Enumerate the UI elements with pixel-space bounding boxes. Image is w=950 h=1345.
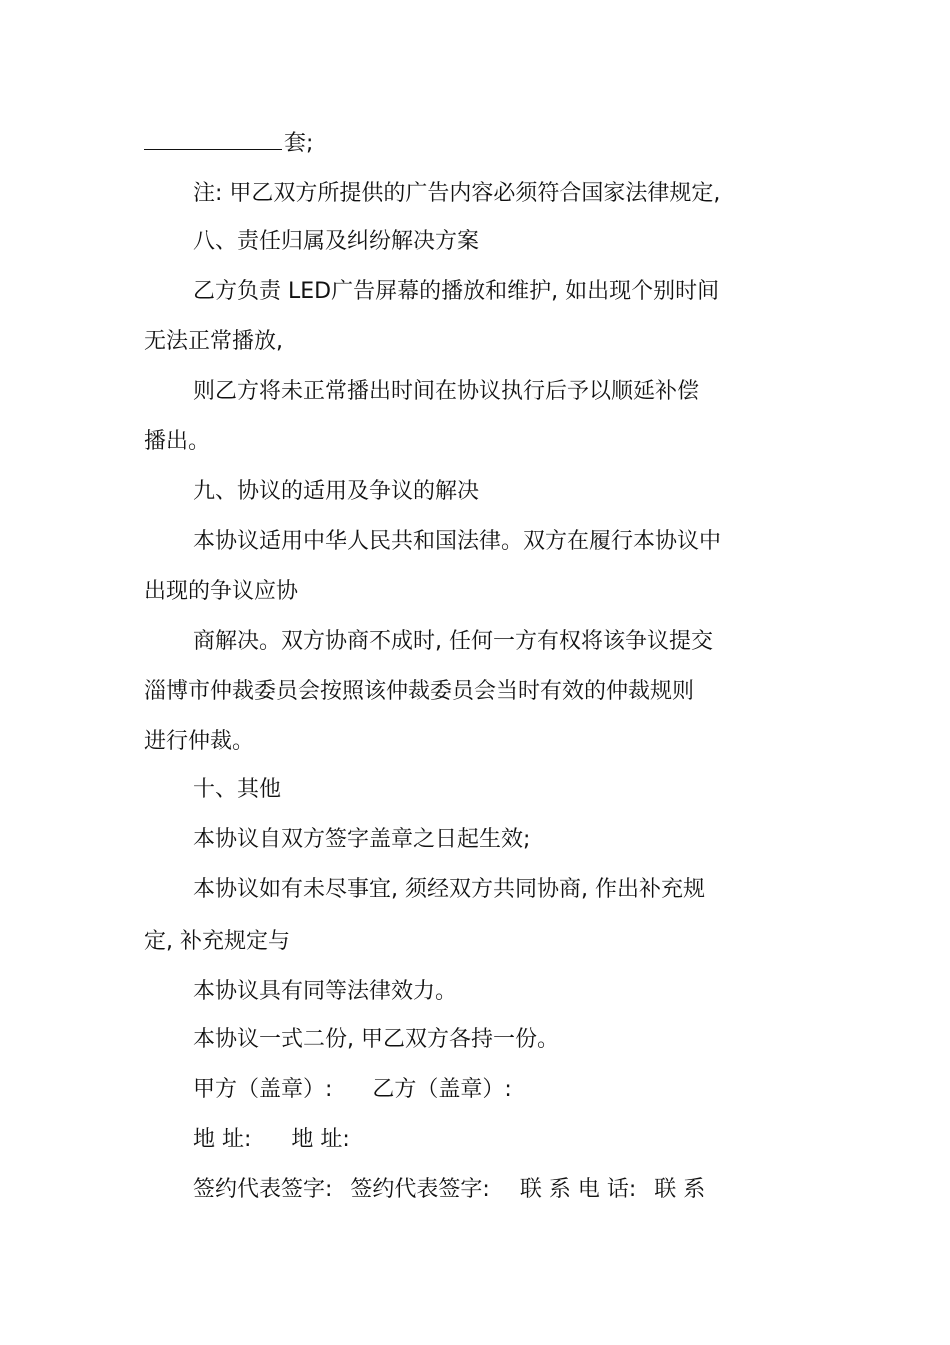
party-b-seal-label: 乙方（盖章）: [372, 1077, 512, 1102]
paragraph-line: 定, 补充规定与 [144, 929, 290, 954]
section-heading-9: 九、协议的适用及争议的解决 [193, 479, 480, 504]
paragraph-line: 本协议适用中华人民共和国法律。双方在履行本协议中 [193, 529, 722, 554]
note-line: 注: 甲乙双方所提供的广告内容必须符合国家法律规定, [193, 181, 721, 206]
address-a-label: 地 址: [193, 1127, 252, 1152]
section-heading-10: 十、其他 [193, 777, 282, 802]
rep-a-label: 签约代表签字: [193, 1177, 333, 1202]
blank-fill-line [144, 127, 282, 150]
address-b-label: 地 址: [291, 1127, 350, 1152]
contact-trail-label: 联 系 [654, 1177, 706, 1202]
paragraph-line: 商解决。双方协商不成时, 任何一方有权将该争议提交 [193, 629, 713, 654]
rep-b-label: 签约代表签字: [350, 1177, 490, 1202]
paragraph-line: 本协议如有未尽事宜, 须经双方共同协商, 作出补充规 [193, 877, 705, 902]
seal-line [193, 1075, 512, 1105]
party-a-seal-label: 甲方（盖章）: [193, 1077, 333, 1102]
paragraph-line: 播出。 [144, 429, 211, 454]
paragraph-line: 本协议具有同等法律效力。 [193, 979, 458, 1004]
paragraph-line: 本协议一式二份, 甲乙双方各持一份。 [193, 1027, 559, 1052]
paragraph-line: 本协议自双方签字盖章之日起生效; [193, 827, 531, 852]
text-line: 套; [284, 131, 314, 156]
signature-line [193, 1175, 705, 1205]
section-heading-8: 八、责任归属及纠纷解决方案 [193, 229, 480, 254]
paragraph-line: 乙方负责 LED广告屏幕的播放和维护, 如出现个别时间 [193, 279, 720, 304]
continuation-line [144, 127, 313, 159]
phone-label: 联 系 电 话: [519, 1177, 637, 1202]
address-line [193, 1125, 350, 1155]
paragraph-line: 进行仲裁。 [144, 729, 255, 754]
paragraph-line: 出现的争议应协 [144, 579, 299, 604]
paragraph-line: 则乙方将未正常播出时间在协议执行后予以顺延补偿 [193, 379, 700, 404]
paragraph-line: 无法正常播放, [144, 329, 283, 354]
paragraph-line: 淄博市仲裁委员会按照该仲裁委员会当时有效的仲裁规则 [144, 679, 695, 704]
